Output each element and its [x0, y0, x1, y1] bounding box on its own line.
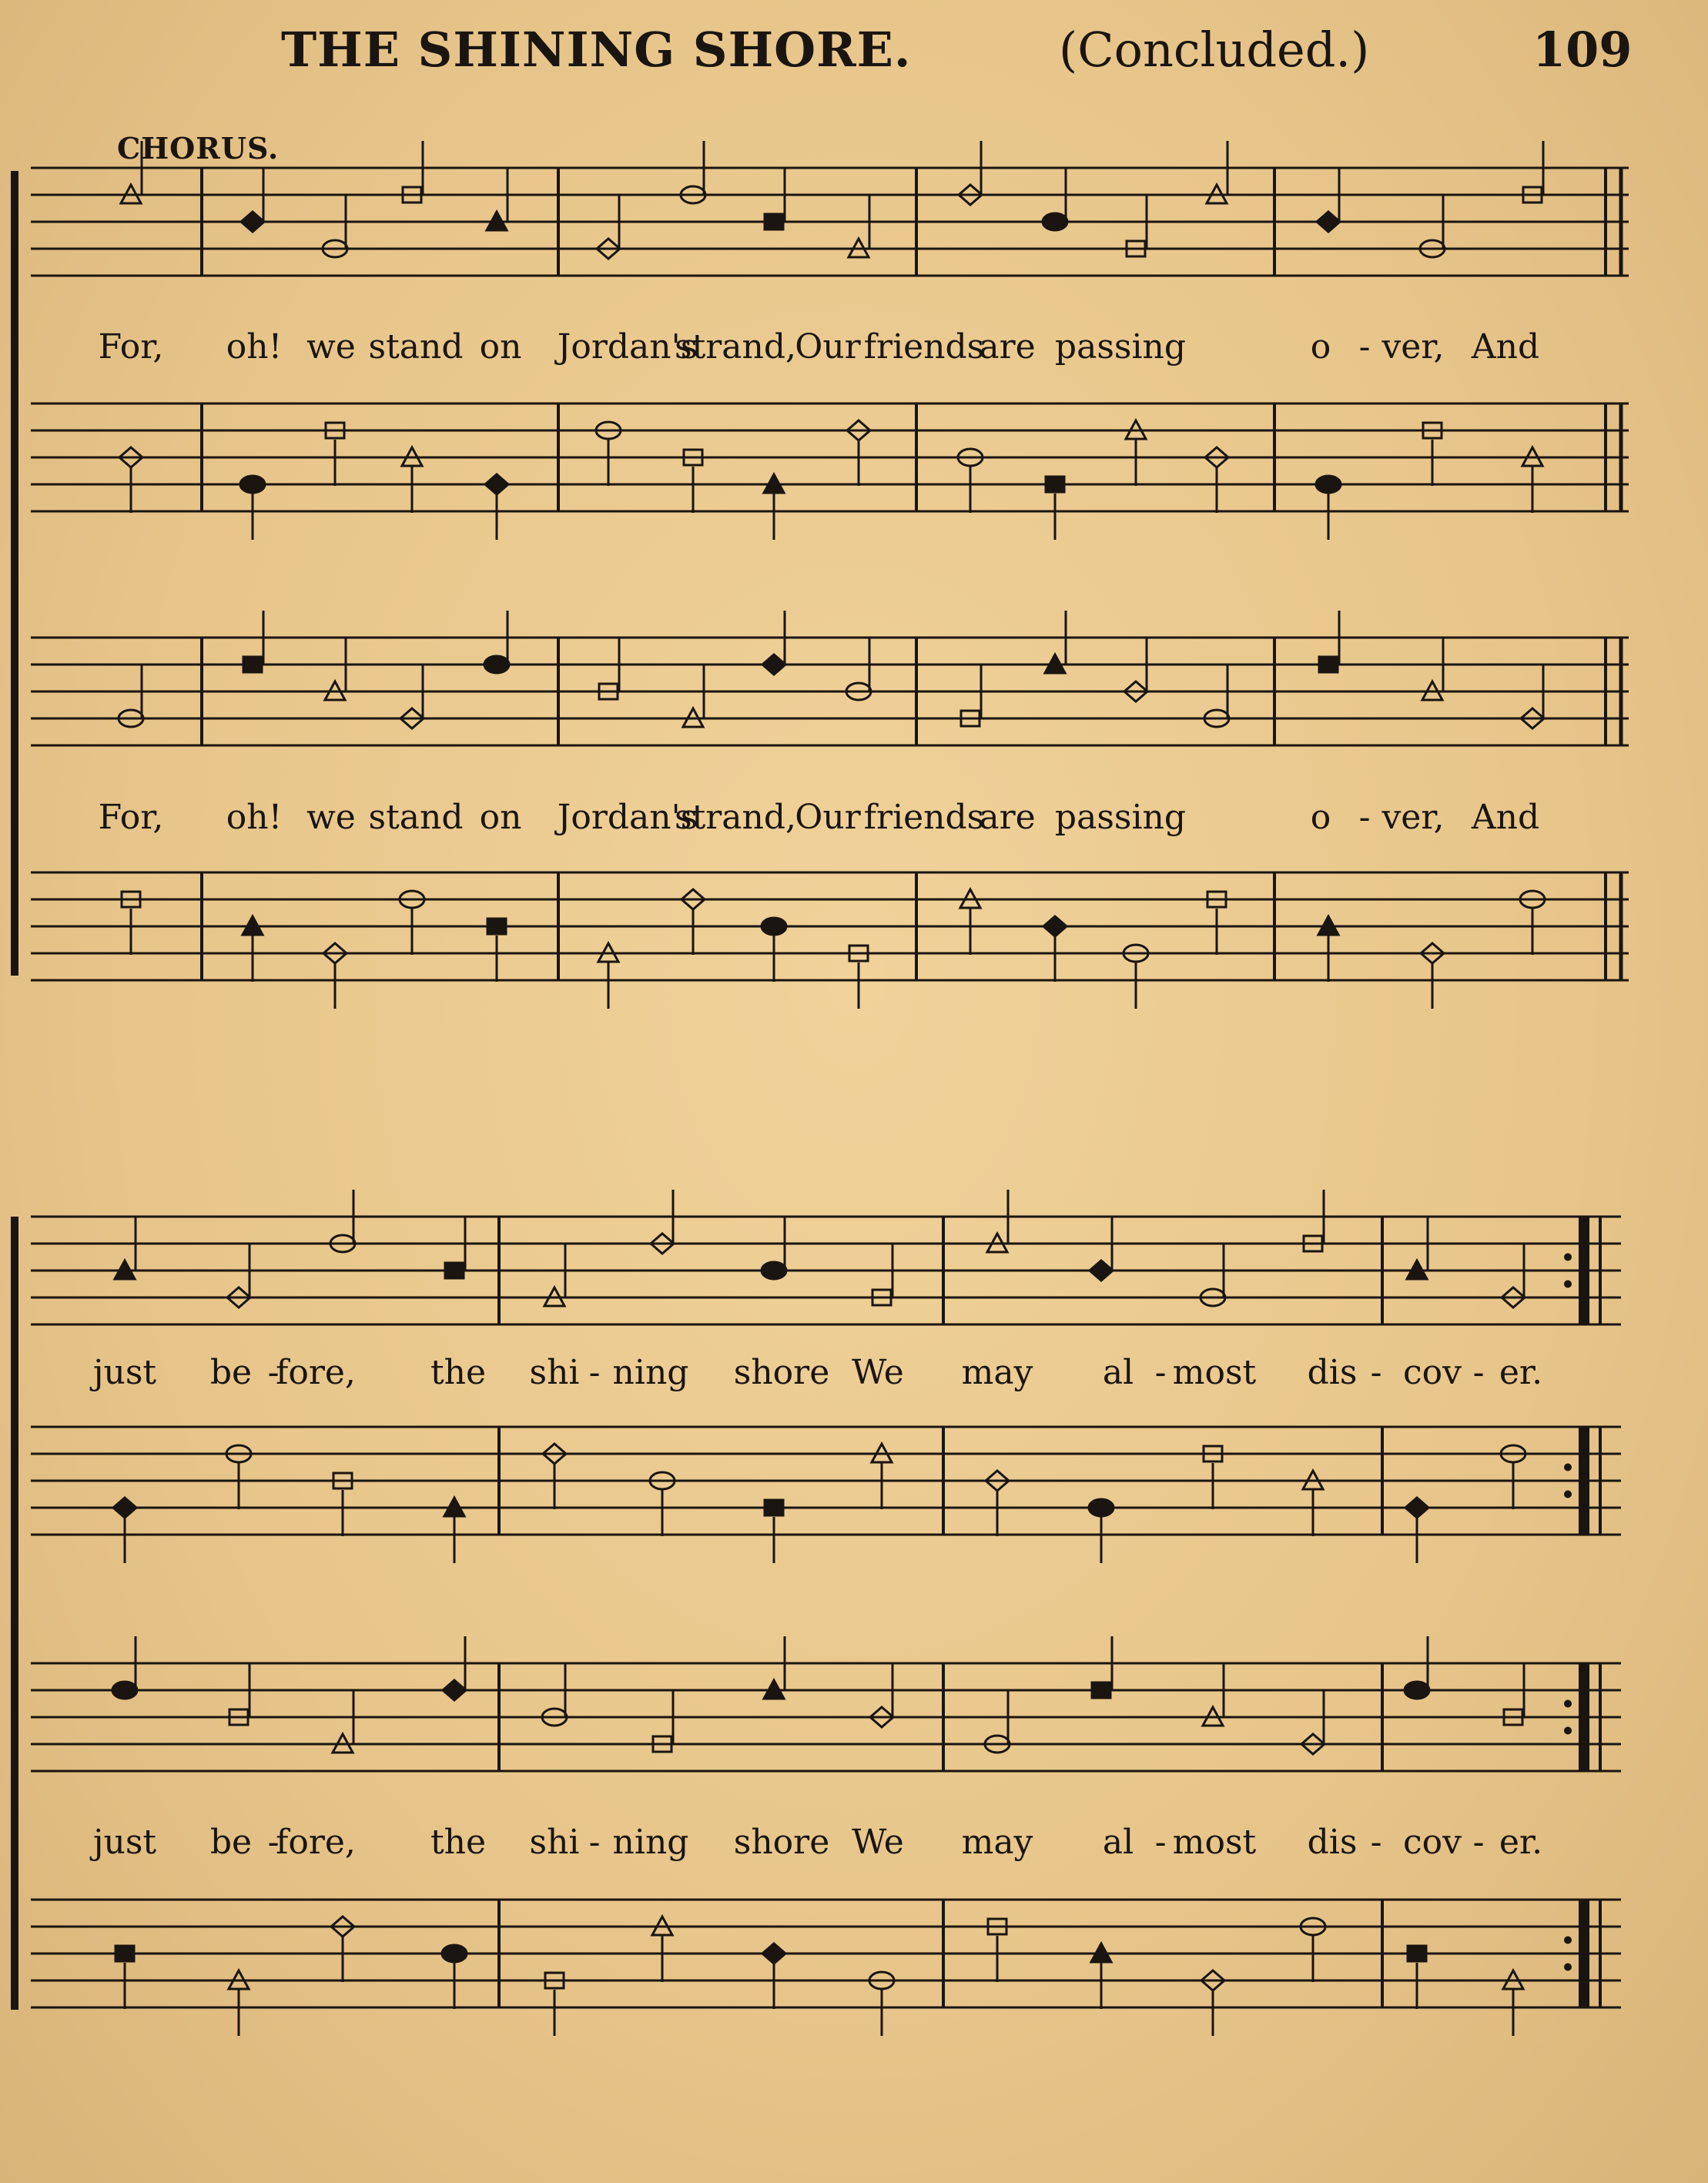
repeat-dot — [1564, 1700, 1572, 1708]
lyric-syllable: ning — [612, 1353, 689, 1392]
shape-note — [1423, 423, 1442, 486]
shape-note — [1316, 476, 1341, 540]
shape-note — [403, 141, 423, 203]
shape-note — [484, 611, 509, 673]
lyrics-line — [0, 327, 1708, 373]
lyric-syllable: we — [306, 798, 356, 837]
notes — [112, 141, 1545, 2036]
note-head — [116, 1946, 134, 1961]
lyric-syllable: strand, — [674, 327, 797, 367]
repeat-dot — [1564, 1491, 1572, 1498]
lyric-syllable: We — [852, 1353, 904, 1392]
shape-note — [765, 168, 785, 229]
lyric-syllable: the — [430, 1823, 487, 1862]
lyrics-line — [0, 1353, 1708, 1399]
note-head — [762, 1944, 785, 1964]
lyric-syllable: are — [979, 327, 1036, 367]
lyric-syllable: - — [588, 1823, 601, 1862]
final-barline — [1579, 1217, 1589, 1324]
note-head — [243, 657, 262, 672]
shape-note — [762, 611, 785, 675]
lyric-syllable: er. — [1499, 1353, 1543, 1392]
lyric-syllable: ver, — [1381, 327, 1445, 367]
note-head — [762, 1262, 786, 1279]
lyric-syllable: o — [1310, 798, 1331, 837]
lyric-syllable: Jordan's — [557, 327, 698, 367]
shape-note — [545, 1973, 564, 2036]
shape-note — [1092, 1636, 1112, 1698]
repeat-dot — [1564, 1937, 1572, 1944]
shape-note — [229, 1663, 250, 1725]
shape-note — [1043, 168, 1067, 230]
note-head — [443, 1680, 466, 1700]
lyric-syllable: fore, — [276, 1823, 356, 1862]
note-head — [240, 476, 265, 493]
lyric-syllable: passing — [1054, 327, 1187, 367]
lyric-syllable: er. — [1499, 1823, 1543, 1862]
note-head — [1408, 1946, 1426, 1961]
final-barline — [1579, 1427, 1589, 1535]
lyric-syllable: dis — [1307, 1353, 1358, 1392]
shape-note — [765, 1500, 783, 1563]
page-number: 109 — [1532, 22, 1633, 78]
shape-note — [1127, 195, 1147, 256]
shape-note — [1304, 1190, 1324, 1251]
shape-note — [485, 474, 508, 540]
lyric-syllable: most — [1172, 1353, 1257, 1392]
shape-note — [326, 423, 344, 486]
lyric-syllable: - — [588, 1353, 601, 1392]
lyric-syllable: stand — [368, 798, 464, 837]
shape-note — [240, 476, 265, 540]
lyric-syllable: we — [306, 327, 356, 367]
shape-note — [443, 1636, 466, 1700]
lyrics-line — [0, 1823, 1708, 1869]
shape-note — [1319, 611, 1339, 672]
note-head — [1316, 476, 1341, 493]
shape-note — [1405, 1498, 1428, 1563]
lyric-syllable: on — [479, 798, 522, 837]
note-head — [484, 656, 509, 673]
system-brace — [11, 1217, 18, 2010]
shape-note — [1523, 141, 1543, 203]
lyric-syllable: - — [1358, 798, 1371, 837]
lyric-syllable: be — [209, 1353, 253, 1392]
shape-note — [1046, 477, 1064, 540]
lyric-syllable: may — [961, 1823, 1033, 1862]
shape-note — [872, 1244, 893, 1305]
shape-note — [241, 168, 264, 232]
repeat-dot — [1564, 1464, 1572, 1472]
lyric-syllable: al — [1102, 1353, 1134, 1392]
shape-note — [333, 1473, 352, 1536]
note-head — [762, 918, 786, 935]
lyric-syllable: the — [430, 1353, 487, 1392]
note-head — [1043, 916, 1067, 936]
shape-note — [961, 665, 981, 726]
lyric-syllable: Our — [795, 327, 861, 367]
shape-note — [1405, 1636, 1429, 1699]
repeat-dot — [1564, 1254, 1572, 1261]
lyric-syllable: Jordan's — [557, 798, 698, 837]
lyric-syllable: shore — [733, 1823, 830, 1862]
note-head — [1405, 1498, 1428, 1518]
note-head — [487, 919, 506, 934]
lyric-syllable: - — [1154, 1353, 1167, 1392]
lyric-syllable: most — [1172, 1823, 1257, 1862]
lyric-syllable: passing — [1054, 798, 1187, 837]
lyric-syllable: ning — [612, 1823, 689, 1862]
repeat-dot — [1564, 1964, 1572, 1971]
lyric-syllable: friends — [863, 798, 985, 837]
shape-note — [122, 892, 140, 955]
shape-note — [1090, 1217, 1113, 1281]
lyric-syllable: shi — [529, 1353, 580, 1392]
repeat-dot — [1564, 1281, 1572, 1288]
shape-note — [116, 1946, 134, 2009]
shape-note — [1043, 916, 1067, 982]
note-head — [1090, 1261, 1113, 1281]
lyric-syllable: For, — [98, 327, 164, 367]
note-head — [445, 1263, 464, 1278]
lyric-syllable: fore, — [276, 1353, 356, 1392]
lyric-syllable: For, — [98, 798, 164, 837]
final-barline — [1579, 1900, 1589, 2007]
page-title: THE SHINING SHORE. — [281, 22, 912, 78]
shape-note — [1207, 892, 1226, 955]
shape-note — [599, 638, 619, 699]
lyric-syllable: dis — [1307, 1823, 1358, 1862]
note-head — [113, 1498, 136, 1518]
shape-note — [762, 1944, 785, 2009]
lyric-syllable: friends — [863, 327, 985, 367]
lyric-syllable: - — [1472, 1353, 1485, 1392]
note-head — [1092, 1682, 1110, 1698]
shape-note — [1204, 1446, 1222, 1509]
note-head — [1405, 1682, 1429, 1699]
lyric-syllable: - — [267, 1353, 280, 1392]
note-head — [485, 474, 508, 494]
lyric-syllable: cov — [1403, 1353, 1462, 1392]
note-head — [762, 655, 785, 675]
shape-note — [487, 919, 506, 982]
shape-note — [1408, 1946, 1426, 2009]
chorus-label: CHORUS. — [117, 131, 280, 166]
lyric-syllable: shore — [733, 1353, 830, 1392]
lyric-syllable: on — [479, 327, 522, 367]
lyric-syllable: - — [1370, 1353, 1382, 1392]
note-head — [442, 1945, 467, 1962]
shape-note — [1504, 1663, 1524, 1725]
shape-note — [442, 1945, 467, 2009]
lyric-syllable: We — [852, 1823, 904, 1862]
lyric-syllable: - — [1370, 1823, 1382, 1862]
lyric-syllable: just — [92, 1823, 157, 1862]
lyric-syllable: - — [267, 1823, 280, 1862]
repeat-dot — [1564, 1727, 1572, 1735]
lyric-syllable: - — [1472, 1823, 1485, 1862]
shape-note — [1089, 1499, 1114, 1563]
shape-note — [988, 1919, 1006, 1982]
lyrics-line — [0, 798, 1708, 844]
lyric-syllable: o — [1310, 327, 1331, 367]
shape-note — [445, 1217, 465, 1278]
shape-note — [112, 1636, 137, 1699]
shape-note — [1317, 168, 1340, 232]
note-head — [1043, 213, 1067, 230]
lyric-syllable: ver, — [1381, 798, 1445, 837]
note-head — [1089, 1499, 1114, 1516]
shape-note — [849, 946, 868, 1009]
page-subtitle: (Concluded.) — [1059, 22, 1370, 78]
lyric-syllable: strand, — [674, 798, 797, 837]
lyric-syllable: shi — [529, 1823, 580, 1862]
lyric-syllable: stand — [368, 327, 464, 367]
note-head — [241, 212, 264, 232]
lyric-syllable: just — [92, 1353, 157, 1392]
note-head — [1046, 477, 1064, 492]
final-barline — [1579, 1663, 1589, 1771]
shape-note — [243, 611, 263, 672]
lyric-syllable: And — [1471, 798, 1540, 837]
lyric-syllable: And — [1471, 327, 1540, 367]
note-head — [1317, 212, 1340, 232]
lyric-syllable: oh! — [226, 327, 283, 367]
lyric-syllable: are — [979, 798, 1036, 837]
lyric-syllable: may — [961, 1353, 1033, 1392]
shape-note — [684, 450, 702, 513]
note-head — [765, 214, 783, 229]
shape-note — [762, 1217, 786, 1279]
note-head — [1319, 657, 1338, 672]
lyric-syllable: cov — [1403, 1823, 1462, 1862]
lyric-syllable: - — [1358, 327, 1371, 367]
lyric-syllable: - — [1154, 1823, 1167, 1862]
note-head — [112, 1682, 137, 1699]
shape-note — [762, 918, 786, 982]
system-brace — [11, 171, 18, 976]
lyric-syllable: Our — [795, 798, 861, 837]
staves — [31, 168, 1629, 2007]
note-head — [765, 1500, 783, 1515]
lyric-syllable: al — [1102, 1823, 1134, 1862]
lyric-syllable: oh! — [226, 798, 283, 837]
lyric-syllable: be — [209, 1823, 253, 1862]
shape-note — [113, 1498, 136, 1563]
shape-note — [653, 1690, 673, 1752]
